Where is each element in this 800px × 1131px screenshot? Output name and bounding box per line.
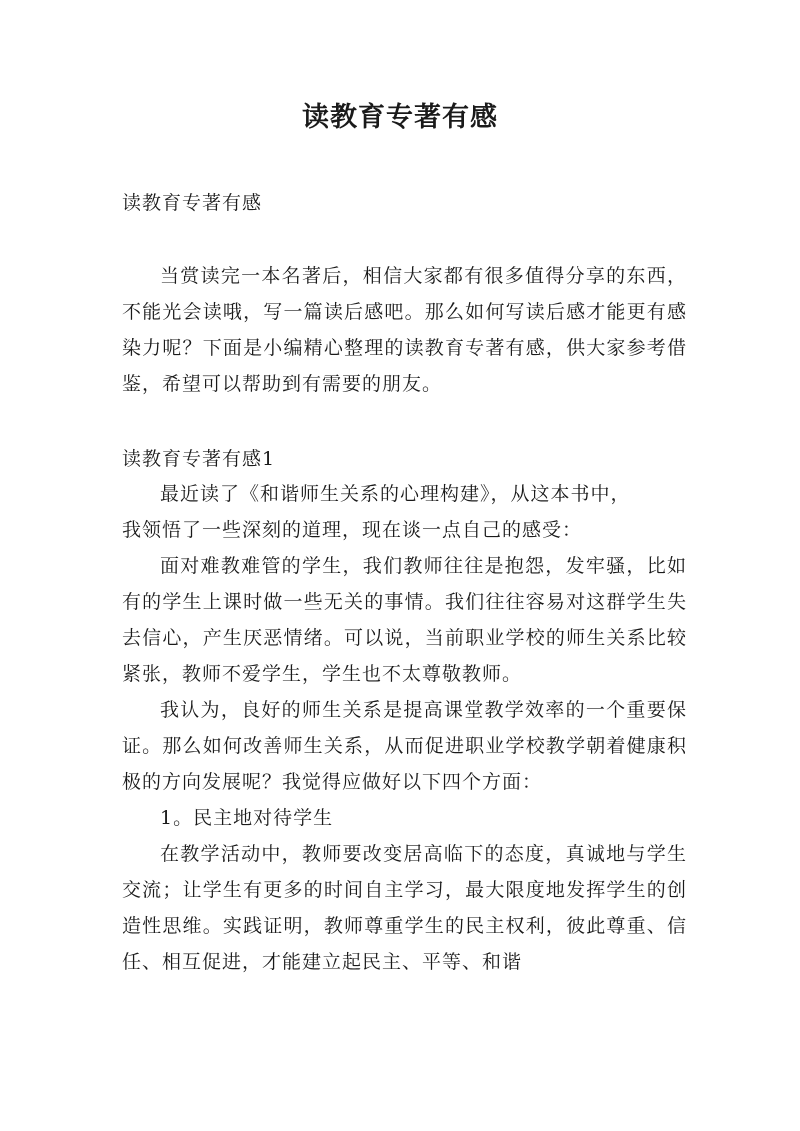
section1-paragraph-3: 我认为，良好的师生关系是提高课堂教学效率的一个重要保证。那么如何改善师生关系，从而促进职业学校教学朝着健康积极的方向发展呢？我觉得应做好以下四个方面：	[122, 699, 687, 793]
section1-paragraph-1-line-2: 我领悟了一些深刻的道理，现在谈一点自己的感受：	[122, 519, 583, 541]
intro-paragraph: 当赏读完一本名著后，相信大家都有很多值得分享的东西，不能光会读哦，写一篇读后感吧。那么如何写读后感才能更有感染力呢？下面是小编精心整理的读教育专著有感，供大家参考借鉴，希望可以帮助到有需要的朋友。	[122, 265, 687, 395]
spacer	[122, 402, 687, 442]
section1-point-1-heading: 1。民主地对待学生	[160, 807, 334, 829]
section1-paragraph-4: 在教学活动中，教师要改变居高临下的态度，真诚地与学生交流；让学生有更多的时间自主学习，最大限度地发挥学生的创造性思维。实践证明，教师尊重学生的民主权利，彼此尊重、信任、相互促进，才能建立起民主、平等、和谐	[122, 843, 687, 973]
section1-paragraph-1-line-1: 最近读了《和谐师生关系的心理构建》，从这本书中，	[160, 483, 631, 505]
section1-paragraph-2: 面对难教难管的学生，我们教师往往是抱怨，发牢骚，比如有的学生上课时做一些无关的事情。我们往往容易对这群学生失去信心，产生厌恶情绪。可以说，当前职业学校的师生关系比较紧张，教师不爱学生，学生也不太尊敬教师。	[122, 555, 687, 685]
spacer	[122, 220, 687, 258]
document-subtitle: 读教育专著有感	[122, 192, 263, 214]
document-title: 读教育专著有感	[302, 102, 498, 133]
document-body	[122, 186, 687, 980]
section-heading-1: 读教育专著有感1	[122, 448, 276, 470]
